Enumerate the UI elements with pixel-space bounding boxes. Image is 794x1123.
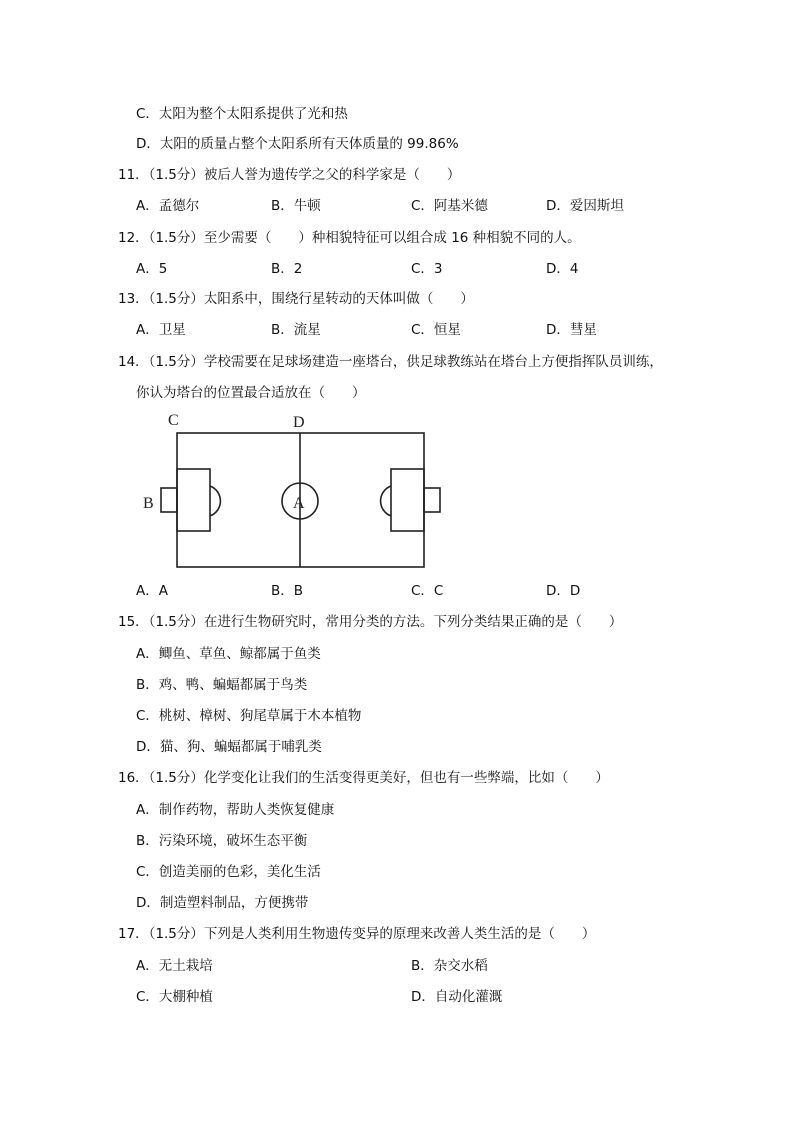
- label-d: D: [293, 414, 305, 431]
- q17-stem: 17．（1.5分）下列是人类利用生物遗传变异的原理来改善人类生活的是（ ）: [118, 926, 596, 942]
- q16-stem: 16．（1.5分）化学变化让我们的生活变得更美好，但也有一些弊端，比如（ ）: [118, 770, 609, 786]
- right-goal: [424, 488, 440, 512]
- label-c: C: [168, 412, 179, 429]
- q17-options-row2: [0, 988, 794, 1006]
- q14-stem: 14．（1.5分）学校需要在足球场建造一座塔台，供足球教练站在塔台上方便指挥队员训练，: [118, 354, 663, 370]
- q13-option-d: D．彗星: [546, 322, 597, 338]
- q11-option-a: A．孟德尔: [136, 198, 200, 214]
- q14-option-b: B．B: [271, 583, 304, 599]
- q12-option-d: D．4: [546, 261, 579, 277]
- q14-stem-continued: 你认为塔台的位置最合适放在（ ）: [136, 385, 366, 401]
- q11-options: [0, 197, 794, 215]
- q13-option-b: B．流星: [271, 322, 321, 338]
- q14-options: [0, 582, 794, 600]
- q12-option-c: C．3: [411, 261, 443, 277]
- q16-option-b: B．污染环境，破坏生态平衡: [136, 833, 308, 849]
- q15-option-c: C．桃树、樟树、狗尾草属于木本植物: [136, 708, 362, 724]
- q17-option-d: D．自动化灌溉: [411, 989, 503, 1005]
- q14-option-a: A．A: [136, 583, 168, 599]
- q12-options: [0, 260, 794, 278]
- right-penalty-box: [391, 469, 424, 531]
- q13-option-c: C．恒星: [411, 322, 461, 338]
- label-a: A: [293, 495, 305, 512]
- left-goal: [161, 488, 177, 512]
- q10-option-c: C．太阳为整个太阳系提供了光和热: [136, 106, 348, 122]
- q15-option-a: A．鲫鱼、草鱼、鲸都属于鱼类: [136, 646, 321, 662]
- left-penalty-arc: [210, 486, 220, 516]
- q15-option-b: B．鸡、鸭、蝙蝠都属于鸟类: [136, 677, 308, 693]
- q12-stem: 12．（1.5分）至少需要（ ）种相貌特征可以组合成 16 种相貌不同的人。: [118, 230, 581, 246]
- q15-option-d: D．猫、狗、蝙蝠都属于哺乳类: [136, 739, 322, 755]
- q17-option-b: B．杂交水稻: [411, 958, 488, 974]
- q17-option-c: C．大棚种植: [136, 989, 213, 1005]
- q13-option-a: A．卫星: [136, 322, 186, 338]
- q16-option-d: D．制造塑料制品，方便携带: [136, 895, 309, 911]
- q14-option-d: D．D: [546, 583, 581, 599]
- q15-stem: 15．（1.5分）在进行生物研究时，常用分类的方法。下列分类结果正确的是（ ）: [118, 614, 623, 630]
- q17-options-row1: [0, 957, 794, 975]
- q12-option-a: A．5: [136, 261, 168, 277]
- left-penalty-box: [177, 469, 210, 531]
- q12-option-b: B．2: [271, 261, 303, 277]
- q13-options: [0, 321, 794, 339]
- q16-option-a: A．制作药物，帮助人类恢复健康: [136, 802, 335, 818]
- q10-option-d: D．太阳的质量占整个太阳系所有天体质量的 99.86%: [136, 136, 459, 152]
- q11-stem: 11．（1.5分）被后人誉为遗传学之父的科学家是（ ）: [118, 167, 461, 183]
- q14-option-c: C．C: [411, 583, 444, 599]
- q16-option-c: C．创造美丽的色彩，美化生活: [136, 864, 321, 880]
- q13-stem: 13．（1.5分）太阳系中，围绕行星转动的天体叫做（ ）: [118, 291, 474, 307]
- q11-option-b: B．牛顿: [271, 198, 321, 214]
- q11-option-d: D．爱因斯坦: [546, 198, 624, 214]
- q17-option-a: A．无土栽培: [136, 958, 213, 974]
- right-penalty-arc: [381, 486, 391, 516]
- q11-option-c: C．阿基米德: [411, 198, 488, 214]
- label-b: B: [143, 495, 154, 512]
- football-field-diagram: [140, 406, 450, 572]
